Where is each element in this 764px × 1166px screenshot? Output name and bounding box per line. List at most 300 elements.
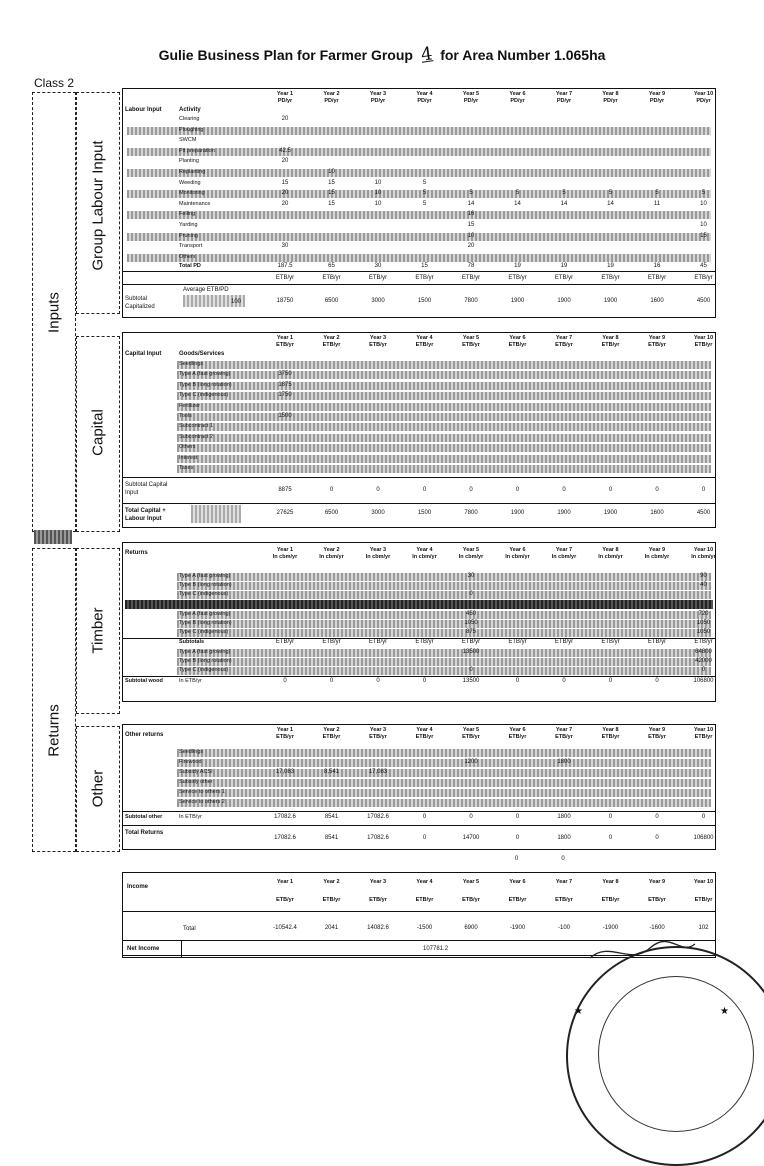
- etb-unit: ETB/yr: [368, 275, 388, 281]
- timber-price: 720: [698, 611, 709, 617]
- total-pd-value: 30: [374, 263, 382, 269]
- timber-etb: 13500: [462, 649, 480, 655]
- labour-value: 30: [281, 243, 289, 250]
- year-header: Year 4 In cbm/yr: [412, 547, 437, 560]
- timber-type: Type C (indigenous): [179, 591, 229, 597]
- labour-value: 5: [701, 190, 706, 197]
- income-total-value: -1600: [649, 925, 665, 931]
- stamp-star-icon: ★: [574, 1006, 583, 1017]
- row-shading: [177, 392, 711, 400]
- rule: [123, 825, 715, 826]
- goods-name: Subcontract 1: [179, 423, 213, 430]
- stamp-star-icon: ★: [720, 1006, 729, 1017]
- inputs-label: Inputs: [45, 292, 63, 333]
- activity-name: Pruning: [179, 232, 198, 239]
- labour-value: 5: [608, 190, 613, 197]
- income-unit: ETB/yr: [462, 897, 480, 903]
- income-total-value: -10542.4: [273, 925, 297, 931]
- activity-name: Pit preparation: [179, 147, 215, 154]
- page-title: [0, 44, 764, 65]
- income-year-header: Year 10: [693, 879, 714, 885]
- income-total-value: -1900: [602, 925, 619, 931]
- row-shading: [177, 620, 711, 628]
- income-year-header: Year 5: [462, 879, 480, 885]
- capital-table-title: Capital Input: [125, 351, 162, 357]
- activity-name: Maintenance: [179, 200, 211, 207]
- row-shading: [177, 789, 711, 797]
- timber-type: Type B (long rotation): [179, 620, 232, 626]
- timber-type: Type C (indigenous): [179, 629, 229, 635]
- labour-subtotal-value: 1500: [417, 298, 432, 304]
- capital-value: 1875: [278, 381, 292, 388]
- labour-value: 20: [281, 200, 289, 207]
- labour-value: 15: [328, 190, 335, 197]
- year-header: Year 1 PD/yr: [276, 91, 294, 104]
- row-shading: [127, 169, 711, 177]
- etb-unit: ETB/yr: [322, 639, 341, 645]
- other-returns-table: [122, 724, 716, 850]
- rule: [123, 811, 715, 812]
- year-header: Year 1 ETB/yr: [276, 335, 294, 348]
- row-shading: [177, 361, 711, 369]
- income-unit: ETB/yr: [369, 897, 387, 903]
- row-shading: [177, 779, 711, 787]
- other-return-value: 8,541: [323, 769, 339, 775]
- timber-etb: 0: [469, 667, 473, 673]
- other-return-name: Seedlings: [179, 749, 204, 755]
- activity-name: Yarding: [179, 222, 198, 228]
- total-pd-value: 78: [467, 263, 475, 269]
- timber-etb: 64800: [695, 649, 712, 655]
- other-return-value: 17,083: [275, 769, 295, 775]
- capital-value: 1500: [278, 413, 292, 419]
- capital-subtotal-label: Subtotal Capital Input: [125, 482, 168, 496]
- labour-subtotal-label: Subtotal Capitalized: [125, 296, 155, 310]
- subtotals-label: Subtotals: [179, 639, 205, 645]
- total-returns-value: 106800: [693, 835, 714, 841]
- labour-value: 10: [467, 232, 475, 239]
- goods-name: Interest: [179, 454, 198, 461]
- total-capital-value: 1600: [650, 510, 664, 516]
- etb-unit: ETB/yr: [694, 639, 713, 645]
- income-total-value: 14082.6: [367, 925, 389, 931]
- timber-price: 1050: [464, 620, 478, 626]
- labour-subtotal-value: 3000: [371, 298, 385, 304]
- capital-table: [122, 332, 716, 528]
- goods-name: Type B (long rotation): [179, 381, 232, 388]
- subtotal-wood-value: 0: [608, 678, 613, 684]
- official-stamp-inner-ring: [598, 976, 754, 1132]
- year-header: Year 1 In cbm/yr: [272, 547, 298, 560]
- activity-header: Activity: [179, 107, 201, 113]
- total-returns-value: 14700: [462, 835, 480, 841]
- income-unit: ETB/yr: [601, 897, 620, 903]
- year-header: Year 8 ETB/yr: [601, 727, 620, 740]
- row-shading: [177, 611, 711, 619]
- labour-value: 14: [607, 200, 614, 207]
- row-shading: [177, 759, 711, 767]
- labour-value: 15: [281, 179, 289, 186]
- other-return-name: Service to others 2: [179, 799, 225, 805]
- year-header: Year 10 In cbm/yr: [691, 547, 716, 560]
- labour-value: 5: [422, 179, 427, 186]
- subtotal-wood-value: 0: [376, 678, 380, 684]
- timber-type: Type B (long rotation): [179, 582, 232, 588]
- income-unit: ETB/yr: [322, 897, 341, 903]
- row-shading: [177, 465, 711, 473]
- total-capital-value: 1900: [557, 510, 571, 516]
- income-year-header: Year 4: [416, 879, 433, 885]
- labour-value: 15: [700, 232, 707, 239]
- labour-value: 20: [281, 158, 289, 165]
- timber-type: Type B (long rotation): [179, 658, 232, 664]
- goods-name: Taxes: [179, 465, 194, 471]
- subtotal-wood-unit: In ETB/yr: [179, 678, 202, 684]
- income-total-value: -1900: [509, 925, 526, 931]
- total-pd-value: 19: [607, 263, 614, 269]
- activity-name: Planting: [179, 158, 199, 165]
- year-header: Year 7 In cbm/yr: [551, 547, 577, 560]
- total-pd-value: 65: [328, 263, 335, 269]
- total-capital-value: 27625: [276, 510, 294, 516]
- labour-value: 14: [514, 200, 521, 207]
- year-header: Year 6 ETB/yr: [508, 727, 527, 740]
- labour-subtotal-value: 6500: [324, 298, 339, 304]
- labour-subtotal-value: 18750: [276, 298, 294, 304]
- activity-name: SWCM: [179, 137, 197, 144]
- subtotal-other-value: 1800: [557, 814, 571, 820]
- income-year-header: Year 7: [555, 879, 573, 885]
- labour-value: 20: [467, 243, 475, 250]
- year-header: Year 10 ETB/yr: [693, 335, 714, 348]
- total-returns-value: 17082.6: [274, 835, 296, 841]
- rule: [123, 676, 715, 677]
- capital-subtotal-value: 0: [469, 487, 473, 493]
- net-income-value: 107781.2: [423, 946, 449, 952]
- income-total-value: 2041: [324, 925, 339, 931]
- etb-unit: ETB/yr: [647, 275, 667, 281]
- capital-subtotal-value: 0: [329, 487, 334, 493]
- income-total-label: Total: [183, 926, 196, 932]
- income-year-header: Year 6: [509, 879, 526, 885]
- etb-unit: ETB/yr: [647, 639, 667, 645]
- labour-value: 5: [655, 190, 659, 197]
- labour-subtotal-value: 1900: [510, 298, 525, 304]
- year-header: Year 5 ETB/yr: [462, 727, 480, 740]
- timber-volume: 40: [700, 582, 707, 588]
- goods-name: Subcontract 2: [179, 433, 213, 440]
- year-header: Year 2 PD/yr: [323, 91, 340, 104]
- subtotal-other-unit: In ETB/yr: [179, 814, 202, 820]
- capital-subtotal-value: 0: [515, 487, 520, 493]
- total-capital-value: 3000: [371, 510, 385, 516]
- subtotal-other-value: 17082.6: [367, 814, 389, 820]
- goods-name: Type C (indigenous): [179, 392, 229, 399]
- subtotal-wood-value: 0: [562, 678, 566, 684]
- row-shading: [127, 211, 711, 219]
- etb-unit: ETB/yr: [508, 639, 527, 645]
- timber-type: Type A (fast growing): [179, 573, 231, 579]
- labour-subtotal-value: 1900: [557, 298, 571, 304]
- row-shading: [177, 423, 711, 431]
- year-header: Year 5 PD/yr: [462, 91, 480, 104]
- labour-value: 10: [700, 200, 707, 207]
- activity-name: Ploughing: [179, 126, 204, 133]
- goods-name: Tools: [179, 413, 192, 419]
- labour-value: 5: [422, 190, 427, 197]
- total-pd-value: 45: [700, 263, 707, 269]
- subtotal-wood-value: 0: [515, 678, 520, 684]
- row-shading: [177, 434, 711, 442]
- row-shading: [177, 371, 711, 379]
- subtotal-other-value: 8541: [324, 814, 339, 820]
- capital-subtotal-value: 0: [562, 487, 566, 493]
- year-header: Year 9 In cbm/yr: [644, 547, 670, 560]
- labour-value: 14: [467, 200, 475, 207]
- income-unit: ETB/yr: [276, 897, 294, 903]
- year-header: Year 4 ETB/yr: [415, 727, 434, 740]
- timber-etb: 0: [701, 667, 706, 673]
- total-returns-value: 1800: [557, 835, 571, 841]
- total-returns-value: 0: [422, 835, 427, 841]
- income-unit: ETB/yr: [555, 897, 573, 903]
- subtotal-other-value: 0: [469, 814, 473, 820]
- title-prefix: Gulie Business Plan for Farmer Group: [158, 47, 413, 63]
- capital-value: 1750: [278, 392, 292, 399]
- income-year-header: Year 2: [323, 879, 340, 885]
- labour-value: 10: [374, 200, 382, 207]
- class-label: Class 2: [34, 76, 75, 90]
- subtotal-other-value: 0: [422, 814, 427, 820]
- labour-value: 16: [467, 211, 475, 218]
- subtotal-other-value: 17082.6: [274, 814, 296, 820]
- title-suffix: for Area Number 1.065ha: [440, 47, 606, 63]
- year-header: Year 1 ETB/yr: [276, 727, 294, 740]
- labour-table-title: Labour Input: [125, 107, 162, 113]
- total-pd-value: 19: [560, 263, 568, 269]
- total-returns-value: 17082.6: [367, 835, 389, 841]
- total-returns-label: Total Returns: [125, 830, 164, 836]
- handwritten-signature: [580, 936, 700, 966]
- timber-type: Type A (fast growing): [179, 649, 231, 655]
- year-header: Year 4 PD/yr: [416, 91, 433, 104]
- labour-value: 10: [700, 222, 707, 228]
- activity-name: Monitoring: [179, 190, 205, 197]
- year-header: Year 6 In cbm/yr: [505, 547, 530, 560]
- timber-volume: 90: [700, 573, 707, 579]
- year-header: Year 2 ETB/yr: [322, 335, 341, 348]
- year-header: Year 2 ETB/yr: [322, 727, 341, 740]
- total-capital-value: 7800: [464, 510, 478, 516]
- timber-volume: 0: [469, 591, 473, 597]
- income-total-value: 6900: [464, 925, 478, 931]
- other-return-value: 17,083: [368, 769, 388, 775]
- other-table-title: Other returns: [125, 732, 164, 738]
- row-shading: [177, 455, 711, 463]
- row-shading: [177, 629, 711, 637]
- total-capital-value: 1900: [510, 510, 525, 516]
- etb-unit: ETB/yr: [322, 275, 341, 281]
- income-year-header: Year 1: [276, 879, 294, 885]
- total-pd-label: Total PD: [179, 263, 201, 269]
- capital-subtotal-value: 0: [701, 487, 706, 493]
- total-returns-value: 8541: [324, 835, 339, 841]
- row-shading: [127, 127, 711, 135]
- year-header: Year 3 ETB/yr: [369, 335, 387, 348]
- subtotal-wood-value: 13500: [462, 678, 480, 684]
- capital-value: 3750: [278, 371, 292, 378]
- year-header: Year 3 PD/yr: [369, 91, 387, 104]
- income-unit: ETB/yr: [694, 897, 713, 903]
- etb-unit: ETB/yr: [554, 275, 574, 281]
- row-shading: [177, 582, 711, 590]
- etb-unit: ETB/yr: [415, 639, 434, 645]
- goods-header: Goods/Services: [179, 351, 225, 357]
- etb-unit: ETB/yr: [275, 275, 295, 281]
- labour-subtotal-value: 7800: [464, 298, 478, 304]
- total-pd-value: 16: [653, 263, 661, 269]
- year-header: Year 8 PD/yr: [602, 91, 619, 104]
- capital-subtotal-value: 8875: [278, 487, 292, 493]
- etb-unit: ETB/yr: [554, 639, 574, 645]
- other-return-name: Subsidy other: [179, 779, 213, 785]
- labour-value: 15: [467, 222, 475, 228]
- labour-value: 42.5: [279, 147, 291, 154]
- year-header: Year 2 In cbm/yr: [319, 547, 344, 560]
- income-year-header: Year 3: [369, 879, 387, 885]
- timber-price: 450: [465, 611, 476, 617]
- subtotal-wood-label: Subtotal wood: [125, 678, 163, 684]
- labour-value: 20: [281, 116, 289, 122]
- row-shading: [177, 658, 711, 666]
- timber-etb: 42000: [695, 658, 712, 664]
- activity-name: Clearing: [179, 116, 200, 122]
- activity-name: Transport: [179, 243, 203, 250]
- labour-value: 20: [281, 190, 289, 197]
- row-shading: [177, 749, 711, 757]
- total-returns-value: 0: [515, 835, 520, 841]
- year-header: Year 8 ETB/yr: [601, 335, 620, 348]
- avg-etb-value: 100: [231, 299, 242, 305]
- row-shading: [177, 403, 711, 411]
- year-header: Year 9 ETB/yr: [648, 727, 666, 740]
- total-returns-value: 0: [608, 835, 613, 841]
- labour-value: 14: [560, 200, 568, 207]
- etb-unit: ETB/yr: [601, 275, 620, 281]
- other-label: Other: [89, 769, 107, 808]
- total-pd-value: 15: [421, 263, 428, 269]
- below-zero: 0: [514, 856, 519, 862]
- row-shading: [177, 444, 711, 452]
- activity-name: Felling: [179, 211, 196, 218]
- year-header: Year 10 ETB/yr: [693, 727, 714, 740]
- income-title: Income: [127, 884, 149, 890]
- subtotal-wood-value: 106800: [693, 678, 714, 684]
- year-header: Year 9 PD/yr: [648, 91, 666, 104]
- labour-value: 10: [374, 179, 382, 186]
- total-pd-value: 19: [514, 263, 521, 269]
- total-pd-value: 187.5: [277, 263, 293, 269]
- year-header: Year 3 In cbm/yr: [365, 547, 391, 560]
- row-shading: [177, 667, 711, 675]
- timber-label: Timber: [89, 607, 107, 654]
- year-header: Year 8 In cbm/yr: [598, 547, 623, 560]
- year-header: Year 7 PD/yr: [555, 91, 573, 104]
- grey-marker: [34, 530, 72, 544]
- group-labour-label: Group Labour Input: [89, 140, 107, 271]
- row-shading: [127, 233, 711, 241]
- goods-name: Seedlings: [179, 361, 204, 367]
- year-header: Year 4 ETB/yr: [415, 335, 434, 348]
- labour-subtotal-value: 4500: [696, 298, 711, 304]
- labour-value: 5: [469, 190, 473, 197]
- goods-name: Type A (fast growing): [179, 371, 231, 378]
- labour-value: 5: [422, 200, 427, 207]
- labour-table: [122, 88, 716, 318]
- subtotal-wood-value: 0: [283, 678, 287, 684]
- goods-name: Fertilizer: [179, 402, 201, 409]
- income-unit: ETB/yr: [648, 897, 666, 903]
- subtotal-other-value: 0: [608, 814, 613, 820]
- income-total-value: -1500: [416, 925, 433, 931]
- income-total-value: 102: [698, 925, 709, 931]
- subtotal-other-value: 0: [655, 814, 659, 820]
- subtotal-wood-value: 0: [329, 678, 334, 684]
- goods-name: Others: [179, 444, 196, 451]
- row-shading: [177, 649, 711, 657]
- year-header: Year 3 ETB/yr: [369, 727, 387, 740]
- timber-volume: 30: [467, 573, 475, 579]
- year-header: Year 5 ETB/yr: [462, 335, 480, 348]
- etb-unit: ETB/yr: [694, 275, 713, 281]
- total-capital-value: 1500: [417, 510, 432, 516]
- net-income-label: Net Income: [127, 946, 160, 952]
- below-zero: 0: [561, 856, 565, 862]
- total-returns-value: 0: [655, 835, 659, 841]
- etb-unit: ETB/yr: [461, 275, 481, 281]
- avg-etb-label: Average ETB/PD: [183, 287, 229, 293]
- other-return-name: Service to others 1: [179, 789, 225, 795]
- income-year-header: Year 9: [648, 879, 666, 885]
- income-total-value: -100: [557, 925, 570, 931]
- timber-table: [122, 542, 716, 702]
- subtotal-wood-value: 0: [655, 678, 659, 684]
- etb-unit: ETB/yr: [601, 639, 620, 645]
- timber-table-title: Returns: [125, 550, 148, 556]
- labour-value: 10: [328, 169, 335, 175]
- subtotal-other-label: Subtotal other: [125, 814, 163, 820]
- capital-subtotal-value: 0: [422, 487, 427, 493]
- capital-subtotal-value: 0: [655, 487, 659, 493]
- timber-price: 875: [465, 629, 476, 635]
- year-header: Year 6 PD/yr: [509, 91, 526, 104]
- year-header: Year 7 ETB/yr: [555, 335, 573, 348]
- subtotal-other-value: 0: [515, 814, 520, 820]
- row-shading: [177, 799, 711, 807]
- labour-value: 5: [562, 190, 566, 197]
- labour-subtotal-value: 1600: [650, 298, 664, 304]
- row-shading: [177, 573, 711, 581]
- total-capital-value: 4500: [696, 510, 711, 516]
- total-capital-box: [191, 505, 241, 523]
- timber-price: 1050: [696, 620, 711, 626]
- other-return-value: 1200: [464, 759, 478, 765]
- other-return-name: Subsidy ACSI: [179, 769, 213, 775]
- row-shading: [127, 254, 711, 262]
- activity-name: Others: [179, 253, 196, 260]
- row-separator-dark: [125, 600, 713, 609]
- year-header: Year 10 PD/yr: [693, 91, 714, 104]
